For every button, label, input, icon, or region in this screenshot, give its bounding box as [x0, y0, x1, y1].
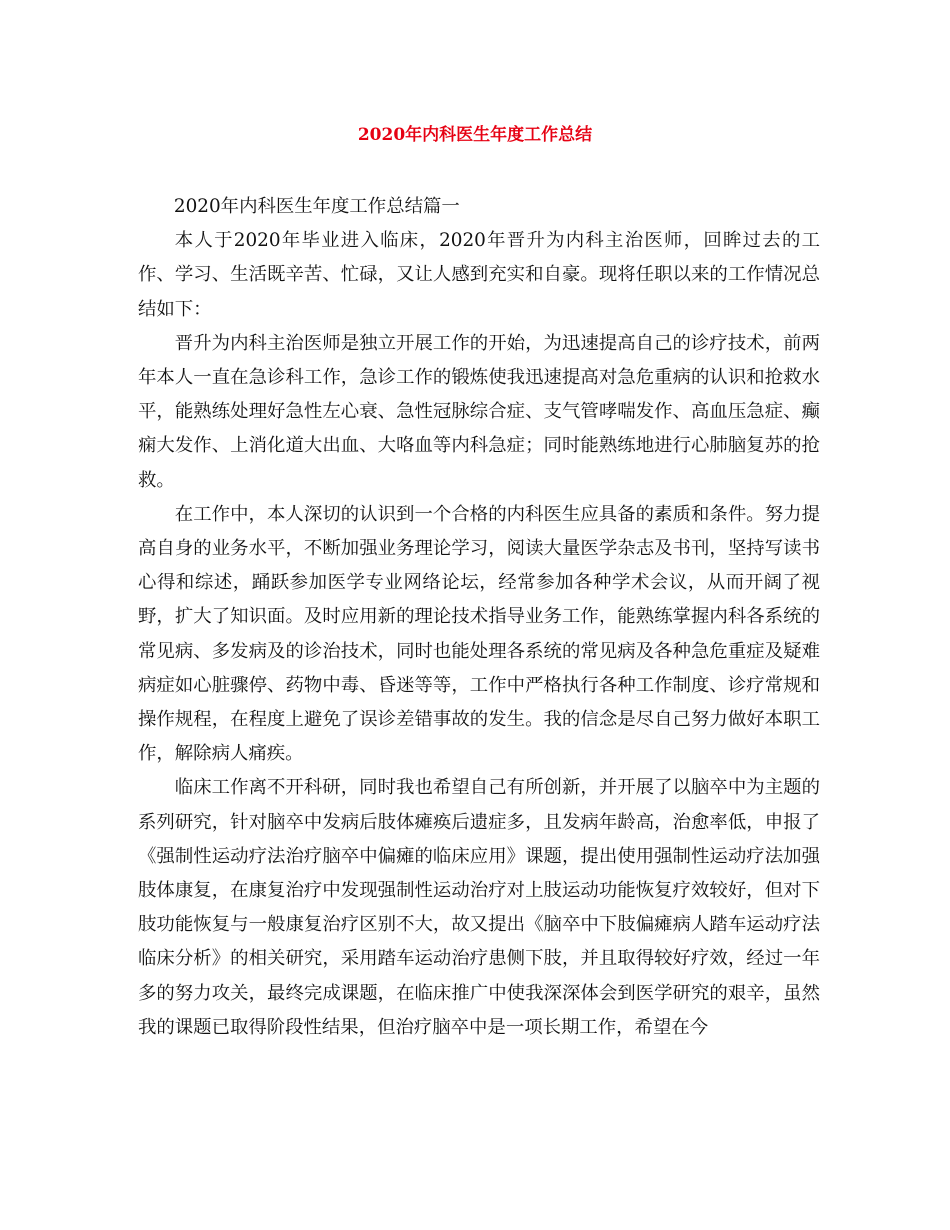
document-title: 2020年内科医生年度工作总结 — [357, 125, 593, 145]
paragraph-intro: 本人于2020年毕业进入临床，2020年晋升为内科主治医师，回眸过去的工作、学习、生活既辛苦、忙碌，又让人感到充实和自豪。现将任职以来的工作情况总结如下： — [138, 230, 820, 320]
document-body — [138, 190, 820, 1045]
section-subtitle: 2020年内科医生年度工作总结篇一 — [173, 196, 460, 217]
paragraph-professional-study: 在工作中，本人深切的认识到一个合格的内科医生应具备的素质和条件。努力提高自身的业务水平，不断加强业务理论学习，阅读大量医学杂志及书刊，坚持写读书心得和综述，踊跃参加医学专业网络论坛，经常参加各种学术会议，从而开阔了视野，扩大了知识面。及时应用新的理论技术指导业务工作，能熟练掌握内科各系统的常见病、多发病及的诊治技术，同时也能处理各系统的常见病及各种急危重症及疑难病症如心脏骤停、药物中毒、昏迷等等，工作中严格执行各种工作制度、诊疗常规和操作规程，在程度上避免了误诊差错事故的发生。我的信念是尽自己努力做好本职工作，解除病人痛疾。 — [138, 503, 820, 765]
paragraph-emergency-work: 晋升为内科主治医师是独立开展工作的开始，为迅速提高自己的诊疗技术，前两年本人一直在急诊科工作，急诊工作的锻炼使我迅速提高对急危重病的认识和抢救水平，能熟练处理好急性左心衰、急性冠脉综合症、支气管哮喘发作、高血压急症、癫痫大发作、上消化道大出血、大咯血等内科急症；同时能熟练地进行心肺脑复苏的抢救。 — [138, 332, 820, 491]
paragraph-research: 临床工作离不开科研，同时我也希望自己有所创新，并开展了以脑卒中为主题的系列研究，针对脑卒中发病后肢体瘫痪后遗症多，且发病年龄高，治愈率低，申报了《强制性运动疗法治疗脑卒中偏瘫的临床应用》课题，提出使用强制性运动疗法加强肢体康复，在康复治疗中发现强制性运动治疗对上肢运动功能恢复疗效较好，但对下肢功能恢复与一般康复治疗区别不大，故又提出《脑卒中下肢偏瘫病人踏车运动疗法临床分析》的相关研究，采用踏车运动治疗患侧下肢，并且取得较好疗效，经过一年多的努力攻关，最终完成课题，在临床推广中使我深深体会到医学研究的艰辛，虽然我的课题已取得阶段性结果，但治疗脑卒中是一项长期工作，希望在今 — [138, 777, 820, 1038]
